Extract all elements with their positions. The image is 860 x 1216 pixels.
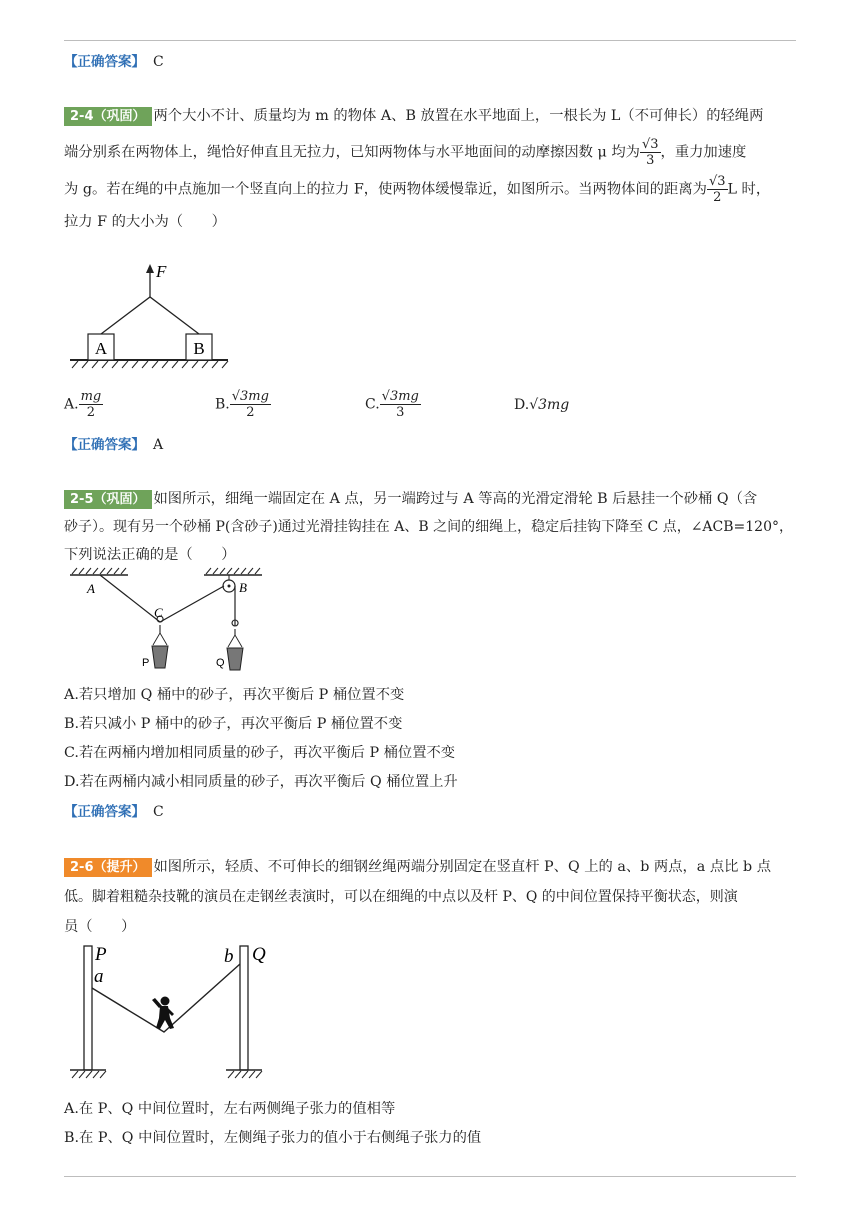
distance-fraction: $\frac{√3}{2}$ — [708, 174, 726, 205]
rope — [101, 297, 199, 334]
pole-q — [240, 946, 248, 1070]
q25-tag: 2-5（巩固） — [64, 490, 152, 509]
bucket-q — [227, 648, 243, 670]
q24-line-3 — [64, 174, 798, 205]
performer-icon — [152, 997, 174, 1030]
q26-figure — [64, 940, 279, 1088]
pole-p-label: P — [95, 944, 107, 965]
block-a-label: A — [94, 339, 108, 358]
q25-line-2: 砂子）。现有另一个砂桶 P(含砂子)通过光滑挂钩挂在 A、B 之间的细绳上，稳定后挂钩下降至 C 点，∠ACB=120°， — [64, 519, 793, 535]
answer-line-2-5: 【正确答案】 C — [64, 804, 164, 820]
q25-option-c: C.若在两桶内增加相同质量的砂子，再次平衡后 P 桶位置不变 — [64, 745, 456, 761]
q24-line-4 — [64, 207, 798, 237]
pole-p — [84, 946, 92, 1070]
q24-option-c: C. $\frac{√3mg}{3}$ — [365, 389, 419, 420]
ground-hatch — [72, 1071, 262, 1078]
point-c-label: C — [154, 605, 163, 620]
q24-option-a: A. $\frac{mg}{2}$ — [64, 389, 102, 420]
point-b-label: B — [239, 580, 247, 595]
q26-tag: 2-6（提升） — [64, 858, 152, 877]
block-b-label: B — [193, 339, 205, 358]
point-a-label: a — [94, 966, 104, 987]
bottom-rule — [64, 1176, 796, 1177]
q26-option-a: A.在 P、Q 中间位置时，左右两侧绳子张力的值相等 — [64, 1101, 396, 1117]
question-2-4 — [64, 101, 798, 237]
pole-q-label: Q — [252, 944, 266, 965]
q26-option-b: B.在 P、Q 中间位置时，左侧绳子张力的值小于右侧绳子张力的值 — [64, 1130, 482, 1146]
q24-text-2: 端分别系在两物体上，绳恰好伸直且无拉力，已知两物体与水平地面间的动摩擦因数 μ 均为 — [64, 144, 640, 161]
q25-line-3: 下列说法正确的是（ ） — [64, 547, 236, 563]
point-a-label: A — [87, 581, 95, 596]
question-2-6 — [64, 852, 798, 942]
q26-line-1: 2-6（提升） 如图所示，轻质、不可伸长的细钢丝绳两端分别固定在竖直杆 P、Q 上的 a、b 两点，a 点比 b 点 — [64, 852, 798, 882]
point-b-label: b — [224, 946, 234, 967]
q24-line-2 — [64, 137, 798, 168]
q24-line-1 — [64, 101, 798, 131]
q24-text-3: 为 g。若在绳的中点施加一个竖直向上的拉力 F，使两物体缓慢靠近，如图所示。当两物体间的距离为 — [64, 181, 707, 198]
bucket-q-label: Q — [216, 657, 225, 669]
q24-option-b: B. $\frac{√3mg}{2}$ — [215, 389, 269, 420]
q24-option-d: D.√3mg — [514, 397, 570, 413]
q25-figure — [64, 566, 284, 678]
bucket-p — [152, 646, 168, 668]
q24-text-3b: L 时， — [727, 181, 771, 198]
answer-label: 【正确答案】 — [64, 54, 145, 70]
answer-line-2-4: 【正确答案】 A — [64, 437, 164, 453]
ceiling-hatch-right — [206, 568, 260, 574]
q24-figure — [64, 262, 236, 372]
q25-option-a: A.若只增加 Q 桶中的砂子，再次平衡后 P 桶位置不变 — [64, 687, 405, 703]
q26-line-3: 员（ ） — [64, 919, 136, 935]
ceiling-hatch-left — [72, 568, 126, 574]
q25-line-1: 2-5（巩固） 如图所示，细绳一端固定在 A 点，另一端跨过与 A 等高的光滑定滑轮 B 后悬挂一个砂桶 Q（含 — [64, 485, 798, 513]
answer-line-1 — [64, 50, 164, 70]
arrow-head-icon — [146, 264, 154, 273]
force-label: F — [156, 262, 167, 281]
q24-text-2b: ，重力加速度 — [660, 144, 747, 161]
q25-option-b: B.若只减小 P 桶中的砂子，再次平衡后 P 桶位置不变 — [64, 716, 403, 732]
question-2-5 — [64, 485, 798, 569]
q24-text-4: 拉力 F 的大小为（ ） — [64, 214, 226, 230]
ground-hatch — [72, 361, 228, 368]
top-rule — [64, 40, 796, 41]
q24-tag: 2-4（巩固） — [64, 107, 152, 126]
mu-fraction: $\frac{√3}{3}$ — [641, 137, 659, 168]
answer-value: C — [153, 54, 164, 70]
q24-text-1: 两个大小不计、质量均为 m 的物体 A、B 放置在水平地面上，一根长为 L（不可伸长）的轻绳两 — [153, 108, 764, 124]
q26-line-2: 低。脚着粗糙杂技靴的演员在走钢丝表演时，可以在细绳的中点以及杆 P、Q 的中间位置保持平衡状态，则演 — [64, 889, 738, 905]
bucket-p-label: P — [142, 657, 150, 669]
q25-option-d: D.若在两桶内减小相同质量的砂子，再次平衡后 Q 桶位置上升 — [64, 774, 458, 790]
